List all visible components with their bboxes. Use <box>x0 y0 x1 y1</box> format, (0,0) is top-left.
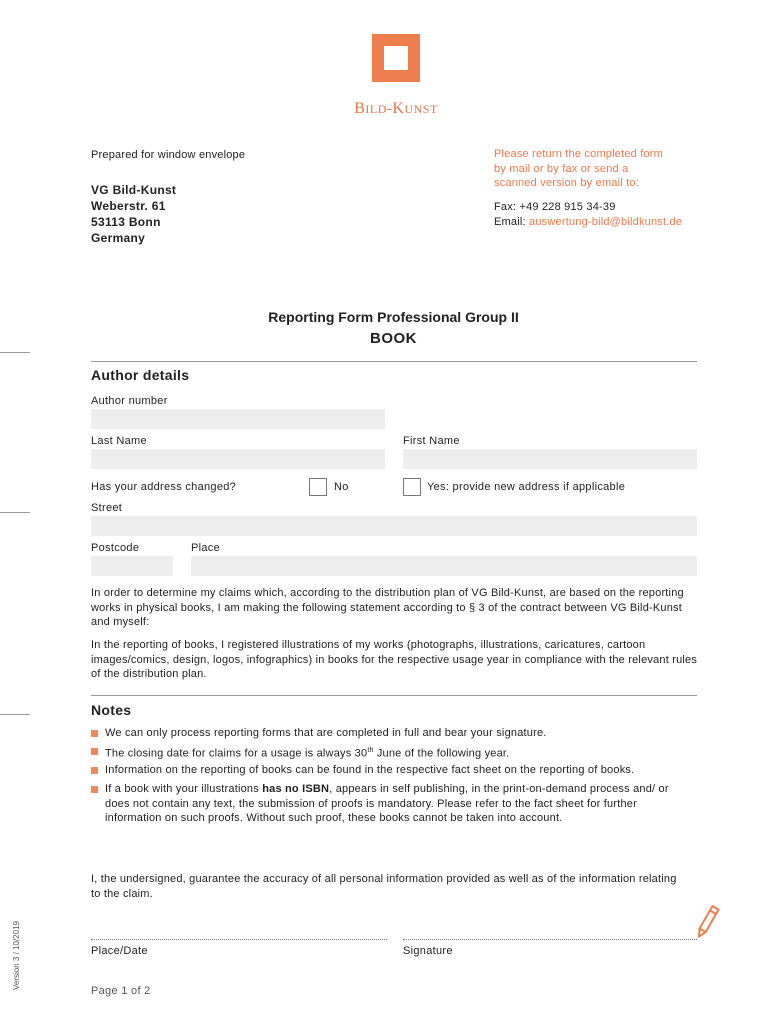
postcode-field[interactable] <box>91 556 173 576</box>
logo-mark <box>372 34 420 82</box>
form-title: Reporting Form Professional Group II <box>268 309 519 325</box>
version-note: Version 3 / 10/2019 <box>12 921 21 990</box>
street-label: Street <box>91 502 123 514</box>
note-item: We can only process reporting forms that are completed in full and bear your signature. <box>91 726 691 741</box>
return-note: Please return the completed form by mail or by fax or send a scanned version by email to: <box>494 148 664 189</box>
author-number-field[interactable] <box>91 409 385 429</box>
pencil-icon <box>694 902 722 942</box>
place-field[interactable] <box>191 556 697 576</box>
fold-mark <box>0 512 30 513</box>
bullet-icon <box>91 767 98 774</box>
statement-claims: In order to determine my claims which, according to the distribution plan of VG Bild-Kunst, are based on the reporting works in physical books, I am making the following statement according to § 3 of the contract between VG Bild-Kunst and myself: <box>91 587 684 628</box>
place-date-line[interactable] <box>91 939 387 940</box>
divider <box>91 695 697 696</box>
note-item: Information on the reporting of books can be found in the respective fact sheet on the reporting of books. <box>91 763 691 778</box>
email-link[interactable]: auswertung-bild@bildkunst.de <box>529 215 683 228</box>
no-label: No <box>334 481 349 493</box>
yes-checkbox[interactable] <box>403 478 421 496</box>
author-details-heading: Author details <box>91 367 190 383</box>
note-item: If a book with your illustrations has no ISBN, appears in self publishing, in the print-on-demand process and/ or does not contain any text, the submission of proofs is mandatory. Please refer to the fact sheet for further information on such proofs. Without such proof, these books cannot be taken into account. <box>91 782 691 826</box>
envelope-note: Prepared for window envelope <box>91 149 246 161</box>
yes-label: Yes: provide new address if applicable <box>427 481 626 493</box>
last-name-label: Last Name <box>91 435 147 447</box>
brand-name: BILD-KUNST <box>354 100 438 117</box>
signature-label: Signature <box>403 945 453 957</box>
place-date-label: Place/Date <box>91 945 148 957</box>
guarantee-statement: I, the undersigned, guarantee the accuracy of all personal information provided as well as of the information relating to the claim. <box>91 873 677 900</box>
email-line: Email: auswertung-bild@bildkunst.de <box>494 215 683 228</box>
street-field[interactable] <box>91 516 697 536</box>
recipient-address: VG Bild-Kunst Weberstr. 61 53113 Bonn Germany <box>91 183 177 245</box>
postcode-label: Postcode <box>91 542 140 554</box>
divider <box>91 361 697 362</box>
signature-line[interactable] <box>403 939 697 940</box>
contact-info <box>494 200 714 229</box>
page-number: Page 1 of 2 <box>91 985 151 997</box>
address-changed-label: Has your address changed? <box>91 481 237 493</box>
form-subtitle: BOOK <box>370 330 417 347</box>
fold-mark <box>0 714 30 715</box>
fax-line: Fax: +49 228 915 34-39 <box>494 201 616 213</box>
place-label: Place <box>191 542 221 554</box>
statement-registration: In the reporting of books, I registered illustrations of my works (photographs, illustrations, caricatures, cartoon images/comics, design, logos, infographics) in books for the respective usage year in compliance with the relevant rules of the distribution plan. <box>91 639 698 680</box>
note-item: The closing date for claims for a usage is always 30th June of the following year. <box>91 744 691 761</box>
bullet-icon <box>91 748 98 755</box>
author-number-label: Author number <box>91 395 168 407</box>
bullet-icon <box>91 730 98 737</box>
first-name-label: First Name <box>403 435 460 447</box>
last-name-field[interactable] <box>91 449 385 469</box>
bullet-icon <box>91 786 98 793</box>
fold-mark <box>0 352 30 353</box>
first-name-field[interactable] <box>403 449 697 469</box>
notes-heading: Notes <box>91 702 132 718</box>
no-checkbox[interactable] <box>309 478 327 496</box>
